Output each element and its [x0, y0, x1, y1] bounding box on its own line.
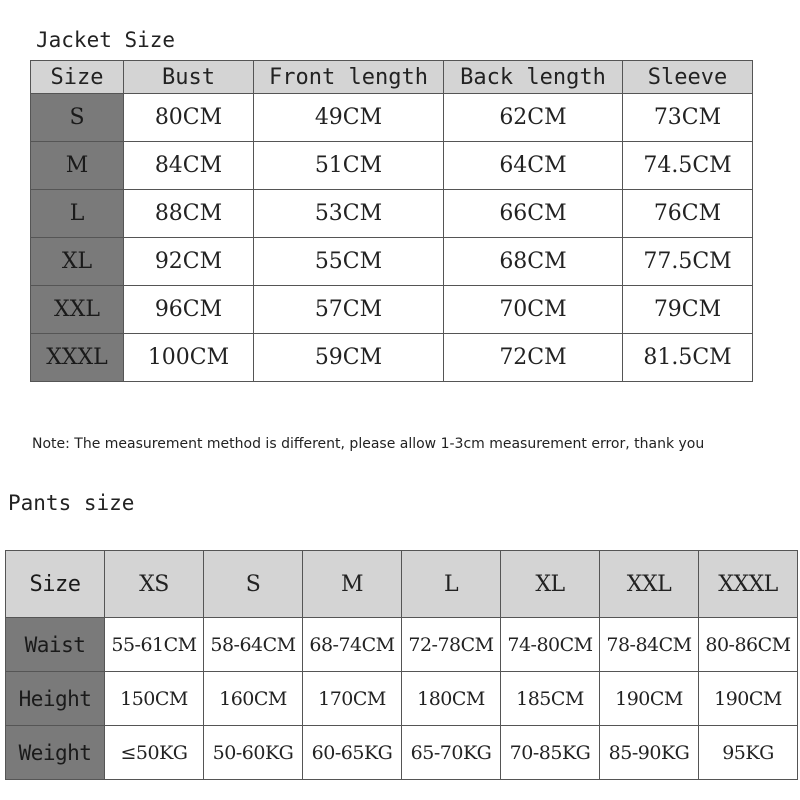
- weight-value: 95KG: [699, 726, 798, 780]
- size-label: M: [31, 142, 124, 190]
- height-value: 190CM: [600, 672, 699, 726]
- pants-header-m: M: [303, 551, 402, 618]
- back-length-value: 70CM: [444, 286, 623, 334]
- waist-value: 58-64CM: [204, 618, 303, 672]
- table-row: [31, 334, 753, 382]
- jacket-size-title: Jacket Size: [36, 28, 176, 52]
- pants-header-xxl: XXL: [600, 551, 699, 618]
- weight-value: 60-65KG: [303, 726, 402, 780]
- jacket-header-bust: Bust: [124, 61, 254, 94]
- pants-header-xl: XL: [501, 551, 600, 618]
- sleeve-value: 79CM: [623, 286, 753, 334]
- size-label: XXXL: [31, 334, 124, 382]
- waist-value: 74-80CM: [501, 618, 600, 672]
- back-length-value: 66CM: [444, 190, 623, 238]
- table-row: [6, 618, 798, 672]
- pants-size-title: Pants size: [8, 491, 135, 515]
- bust-value: 80CM: [124, 94, 254, 142]
- size-label: XL: [31, 238, 124, 286]
- measurement-note: Note: The measurement method is different, please allow 1-3cm measurement error, thank you: [32, 436, 705, 452]
- table-row: [6, 726, 798, 780]
- waist-value: 55-61CM: [105, 618, 204, 672]
- table-row: [6, 672, 798, 726]
- jacket-header-size: Size: [31, 61, 124, 94]
- sleeve-value: 77.5CM: [623, 238, 753, 286]
- pants-header-xxxl: XXXL: [699, 551, 798, 618]
- bust-value: 88CM: [124, 190, 254, 238]
- table-row: [31, 238, 753, 286]
- bust-value: 92CM: [124, 238, 254, 286]
- pants-header-l: L: [402, 551, 501, 618]
- table-row: [31, 142, 753, 190]
- front-length-value: 55CM: [254, 238, 444, 286]
- bust-value: 100CM: [124, 334, 254, 382]
- pants-header-s: S: [204, 551, 303, 618]
- back-length-value: 72CM: [444, 334, 623, 382]
- front-length-value: 59CM: [254, 334, 444, 382]
- pants-size-table: [5, 550, 798, 780]
- height-value: 180CM: [402, 672, 501, 726]
- waist-value: 72-78CM: [402, 618, 501, 672]
- weight-value: 85-90KG: [600, 726, 699, 780]
- size-label: S: [31, 94, 124, 142]
- height-value: 190CM: [699, 672, 798, 726]
- jacket-header-sleeve: Sleeve: [623, 61, 753, 94]
- front-length-value: 53CM: [254, 190, 444, 238]
- waist-value: 68-74CM: [303, 618, 402, 672]
- weight-label: Weight: [6, 726, 105, 780]
- front-length-value: 49CM: [254, 94, 444, 142]
- weight-value: 65-70KG: [402, 726, 501, 780]
- pants-header-row: [6, 551, 798, 618]
- size-label: L: [31, 190, 124, 238]
- bust-value: 84CM: [124, 142, 254, 190]
- jacket-size-table: [30, 60, 753, 382]
- weight-value: ≤50KG: [105, 726, 204, 780]
- back-length-value: 62CM: [444, 94, 623, 142]
- table-row: [31, 286, 753, 334]
- table-row: [31, 94, 753, 142]
- sleeve-value: 73CM: [623, 94, 753, 142]
- front-length-value: 51CM: [254, 142, 444, 190]
- height-value: 170CM: [303, 672, 402, 726]
- sleeve-value: 81.5CM: [623, 334, 753, 382]
- waist-value: 80-86CM: [699, 618, 798, 672]
- waist-value: 78-84CM: [600, 618, 699, 672]
- jacket-header-front-length: Front length: [254, 61, 444, 94]
- sleeve-value: 74.5CM: [623, 142, 753, 190]
- bust-value: 96CM: [124, 286, 254, 334]
- height-label: Height: [6, 672, 105, 726]
- jacket-header-back-length: Back length: [444, 61, 623, 94]
- pants-header-size: Size: [6, 551, 105, 618]
- jacket-header-row: [31, 61, 753, 94]
- size-label: XXL: [31, 286, 124, 334]
- pants-header-xs: XS: [105, 551, 204, 618]
- sleeve-value: 76CM: [623, 190, 753, 238]
- back-length-value: 64CM: [444, 142, 623, 190]
- front-length-value: 57CM: [254, 286, 444, 334]
- back-length-value: 68CM: [444, 238, 623, 286]
- weight-value: 50-60KG: [204, 726, 303, 780]
- height-value: 150CM: [105, 672, 204, 726]
- height-value: 185CM: [501, 672, 600, 726]
- height-value: 160CM: [204, 672, 303, 726]
- weight-value: 70-85KG: [501, 726, 600, 780]
- table-row: [31, 190, 753, 238]
- waist-label: Waist: [6, 618, 105, 672]
